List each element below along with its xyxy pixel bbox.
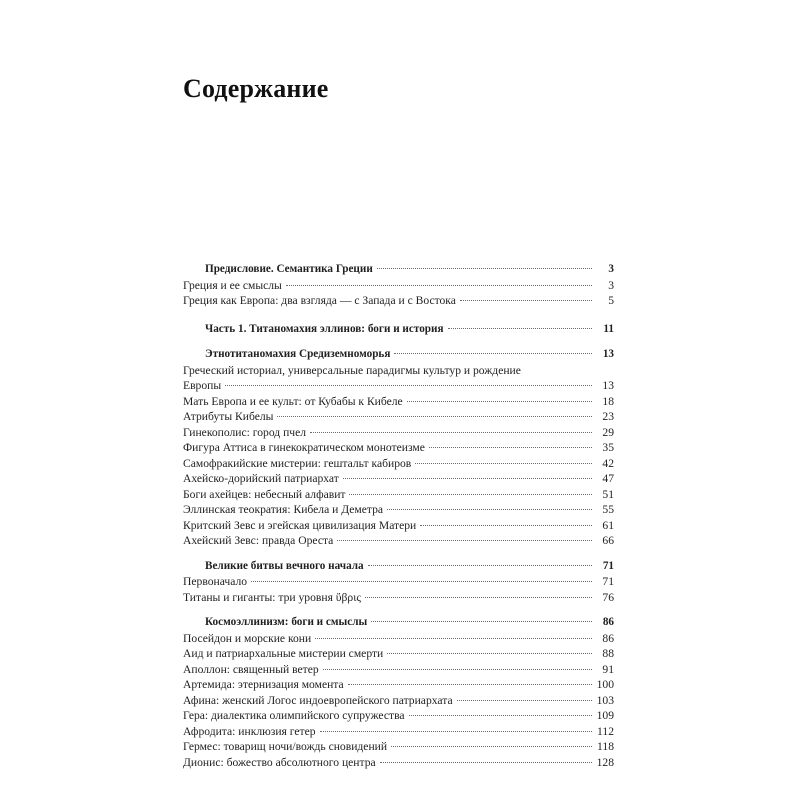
toc-entry-title: Космоэллинизм: боги и смыслы: [205, 616, 368, 628]
toc-entry: [183, 440, 614, 456]
toc-entry: [183, 456, 614, 472]
toc-page-number: 88: [602, 647, 614, 660]
toc-entry-title: Титаны и гиганты: три уровня ὕβρις: [183, 590, 361, 604]
toc-entry-title: Ахейский Зевс: правда Ореста: [183, 534, 334, 547]
toc-section-heading: [183, 347, 614, 363]
dot-leader: [409, 714, 592, 716]
toc-entry-title: Самофракийские мистерии: гештальт кабиров: [183, 456, 412, 470]
dot-leader: [415, 462, 592, 464]
dot-leader: [348, 683, 592, 685]
toc-entry-title: Артемида: этернизация момента: [183, 678, 344, 691]
toc-entry: [183, 518, 614, 534]
toc-page-number: 23: [602, 410, 614, 423]
dot-leader: [310, 431, 592, 433]
dot-leader: [387, 652, 592, 654]
toc-entry-title: Эллинская теократия: Кибела и Деметра: [183, 503, 384, 516]
toc-entry: [183, 502, 614, 518]
toc-entry-title: Греция как Европа: два взгляда — с Запада и с Востока: [183, 294, 456, 307]
toc-entry: [183, 724, 614, 740]
toc-page-number: 47: [602, 472, 614, 485]
toc-entry-title: Дионис: божество абсолютного центра: [183, 755, 376, 769]
dot-leader: [320, 730, 592, 732]
toc-entry: [183, 533, 614, 549]
toc-entry-title: Гера: диалектика олимпийского супружества: [183, 709, 405, 722]
page-title: Содержание: [183, 74, 329, 103]
toc-page-number: 71: [602, 575, 614, 588]
dot-leader: [377, 267, 592, 269]
toc-page-number: 61: [602, 518, 614, 532]
toc-entry-title: Атрибуты Кибелы: [183, 410, 274, 423]
toc-entry: [183, 677, 614, 693]
dot-leader: [380, 761, 592, 763]
dot-leader: [391, 745, 592, 747]
toc-page-number: 76: [602, 590, 614, 604]
toc-page-number: 35: [602, 441, 614, 454]
dot-leader: [286, 284, 592, 286]
toc-page-number: 3: [608, 278, 614, 292]
dot-leader: [420, 524, 592, 526]
toc-entry-title: Европы: [183, 379, 222, 392]
toc-page-number: 109: [596, 709, 614, 722]
toc-entry-title: Первоначало: [183, 575, 248, 588]
toc-page-number: 66: [602, 534, 614, 547]
toc-entry: [183, 590, 614, 606]
toc-entry-title: Фигура Аттиса в гинекократическом монотеизме: [183, 441, 425, 454]
toc-part-heading: [183, 322, 614, 338]
dot-leader: [225, 384, 592, 386]
toc-entry: [183, 293, 614, 309]
dot-leader: [394, 352, 592, 354]
toc-entry-title: Посейдон и морские кони: [183, 631, 312, 645]
toc-entry-title: Афина: женский Логос индоевропейского патриархата: [183, 693, 453, 707]
toc-page-number: 103: [596, 693, 614, 707]
toc-page-number: 3: [608, 263, 614, 275]
dot-leader: [460, 299, 592, 301]
toc-entry: [183, 631, 614, 647]
dot-leader: [371, 620, 592, 622]
toc-entry: [183, 394, 614, 410]
toc-entry-preface: [183, 262, 614, 278]
table-of-contents: [183, 262, 614, 770]
toc-entry: [183, 471, 614, 487]
toc-entry-title: Ахейско-дорийский патриархат: [183, 472, 339, 485]
toc-page-number: 5: [608, 294, 614, 307]
toc-entry-title: Гермес: товарищ ночи/вождь сновидений: [183, 740, 388, 753]
toc-entry-title: Великие битвы вечного начала: [205, 559, 364, 572]
dot-leader: [365, 596, 592, 598]
toc-entry: [183, 409, 614, 425]
toc-page-number: 91: [602, 662, 614, 676]
dot-leader: [368, 564, 592, 566]
dot-leader: [337, 539, 592, 541]
toc-entry: [183, 662, 614, 678]
dot-leader: [448, 327, 592, 329]
toc-entry-title: Аид и патриархальные мистерии смерти: [183, 647, 384, 660]
toc-entry: [183, 278, 614, 294]
toc-entry-title: Мать Европа и ее культ: от Кубабы к Кибеле: [183, 394, 403, 408]
toc-entry-title-line1: Греческий историал, универсальные парадигмы культур и рождение: [183, 363, 521, 377]
toc-entry: [183, 646, 614, 662]
toc-page-number: 11: [603, 322, 614, 335]
toc-entry: [183, 487, 614, 503]
toc-entry: [183, 363, 614, 394]
toc-page-number: 42: [602, 456, 614, 470]
dot-leader: [251, 580, 592, 582]
dot-leader: [315, 637, 592, 639]
toc-section-heading: [183, 615, 614, 631]
toc-entry-title: Предисловие. Семантика Греции: [205, 263, 373, 275]
toc-page-number: 86: [602, 631, 614, 645]
dot-leader: [457, 699, 592, 701]
toc-page-number: 55: [602, 503, 614, 516]
toc-entry-title: Аполлон: священный ветер: [183, 662, 319, 676]
dot-leader: [407, 400, 592, 402]
dot-leader: [277, 415, 592, 417]
toc-entry-title: Афродита: инклюзия гетер: [183, 724, 316, 738]
toc-entry: [183, 574, 614, 590]
toc-page-number: 18: [602, 394, 614, 408]
toc-page-number: 51: [602, 487, 614, 501]
toc-section-heading: [183, 559, 614, 575]
toc-entry: [183, 425, 614, 441]
toc-entry-title: Греция и ее смыслы: [183, 278, 282, 292]
toc-entry-title: Часть 1. Титаномахия эллинов: боги и история: [205, 322, 444, 335]
toc-entry-title: Критский Зевс и эгейская цивилизация Матери: [183, 518, 417, 532]
toc-entry: [183, 755, 614, 771]
dot-leader: [323, 668, 592, 670]
toc-entry: [183, 708, 614, 724]
toc-entry: [183, 739, 614, 755]
toc-page-number: 100: [596, 678, 614, 691]
toc-entry-title: Гинекополис: город пчел: [183, 425, 307, 439]
toc-entry-title: Боги ахейцев: небесный алфавит: [183, 487, 346, 501]
toc-entry-title: Этнотитаномахия Средиземноморья: [205, 348, 391, 360]
dot-leader: [349, 493, 592, 495]
toc-page-number: 128: [596, 755, 614, 769]
toc-page-number: 71: [602, 559, 614, 572]
toc-page-number: 13: [602, 379, 614, 392]
toc-page-number: 86: [602, 616, 614, 628]
dot-leader: [387, 508, 592, 510]
dot-leader: [429, 446, 592, 448]
toc-page-number: 118: [597, 740, 614, 753]
toc-entry: [183, 693, 614, 709]
toc-page-number: 13: [602, 348, 614, 360]
dot-leader: [343, 477, 592, 479]
toc-page-number: 29: [602, 425, 614, 439]
toc-page-number: 112: [597, 724, 614, 738]
